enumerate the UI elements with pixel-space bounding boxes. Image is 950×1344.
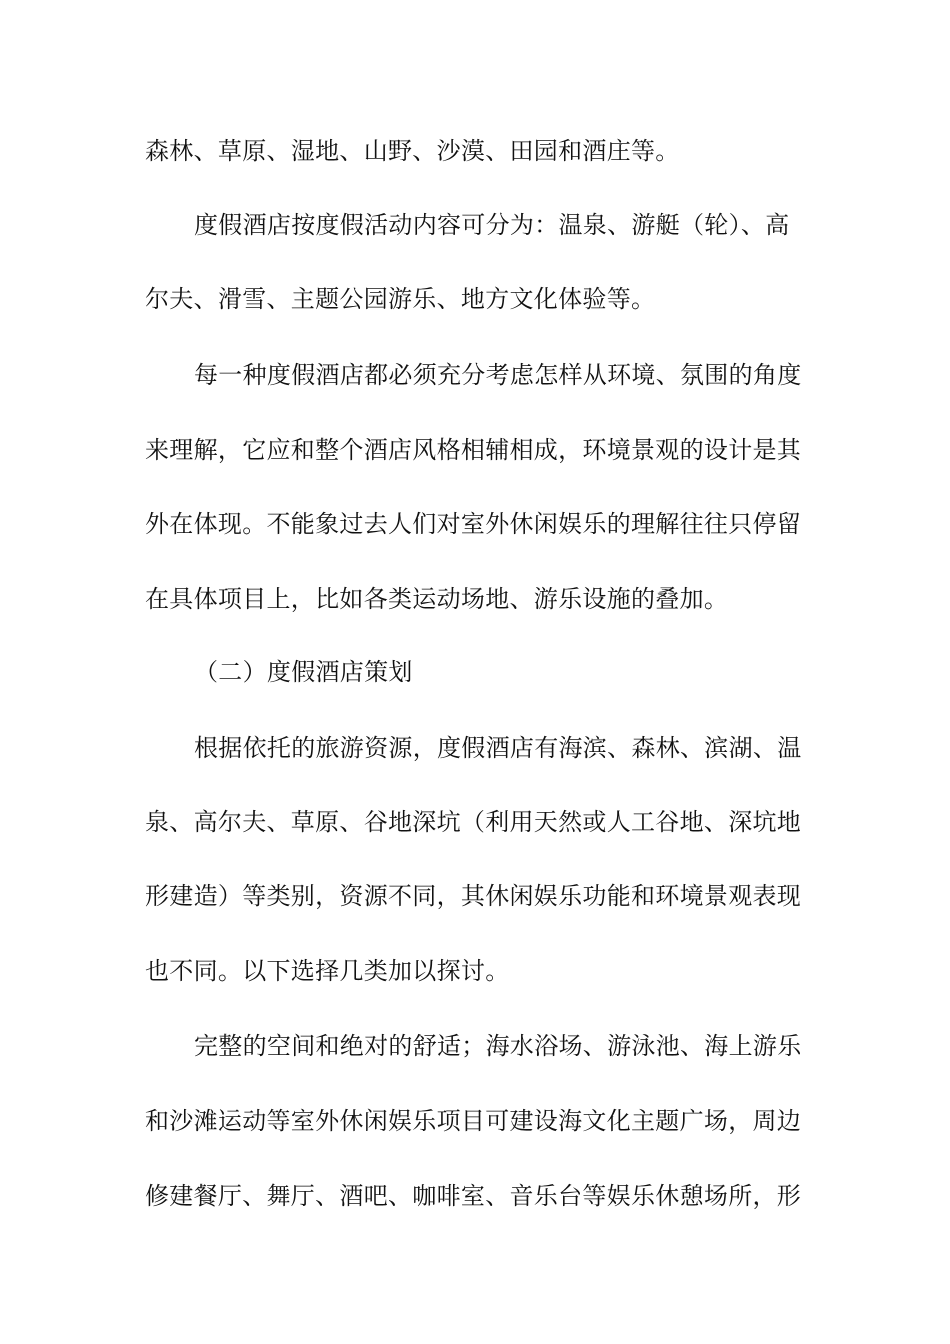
text-line-3: 尔夫、滑雪、主题公园游乐、地方文化体验等。 xyxy=(145,285,656,313)
paragraph-start-line: 根据依托的旅游资源，度假酒店有海滨、森林、滨湖、温 xyxy=(194,734,802,762)
section-heading: （二）度假酒店策划 xyxy=(194,658,413,686)
text-line-12: 也不同。以下选择几类加以探讨。 xyxy=(145,957,510,985)
text-line-15: 修建餐厅、舞厅、酒吧、咖啡室、音乐台等娱乐休憩场所，形 xyxy=(145,1182,802,1210)
paragraph-start-line: 完整的空间和绝对的舒适；海水浴场、游泳池、海上游乐 xyxy=(194,1032,802,1060)
text-line-11: 形建造）等类别，资源不同，其休闲娱乐功能和环境景观表现 xyxy=(145,882,802,910)
text-line-14: 和沙滩运动等室外休闲娱乐项目可建设海文化主题广场，周边 xyxy=(145,1107,802,1135)
paragraph-start-line: 每一种度假酒店都必须充分考虑怎样从环境、氛围的角度 xyxy=(194,361,802,389)
text-line-1: 森林、草原、湿地、山野、沙漠、田园和酒庄等。 xyxy=(145,137,680,165)
text-line-5: 来理解，它应和整个酒店风格相辅相成，环境景观的设计是其 xyxy=(145,436,802,464)
text-line-10: 泉、高尔夫、草原、谷地深坑（利用天然或人工谷地、深坑地 xyxy=(145,808,802,836)
paragraph-start-line: 度假酒店按度假活动内容可分为：温泉、游艇（轮）、高 xyxy=(194,211,790,239)
text-line-7: 在具体项目上，比如各类运动场地、游乐设施的叠加。 xyxy=(145,585,729,613)
text-line-6: 外在体现。不能象过去人们对室外休闲娱乐的理解往往只停留 xyxy=(145,510,802,538)
